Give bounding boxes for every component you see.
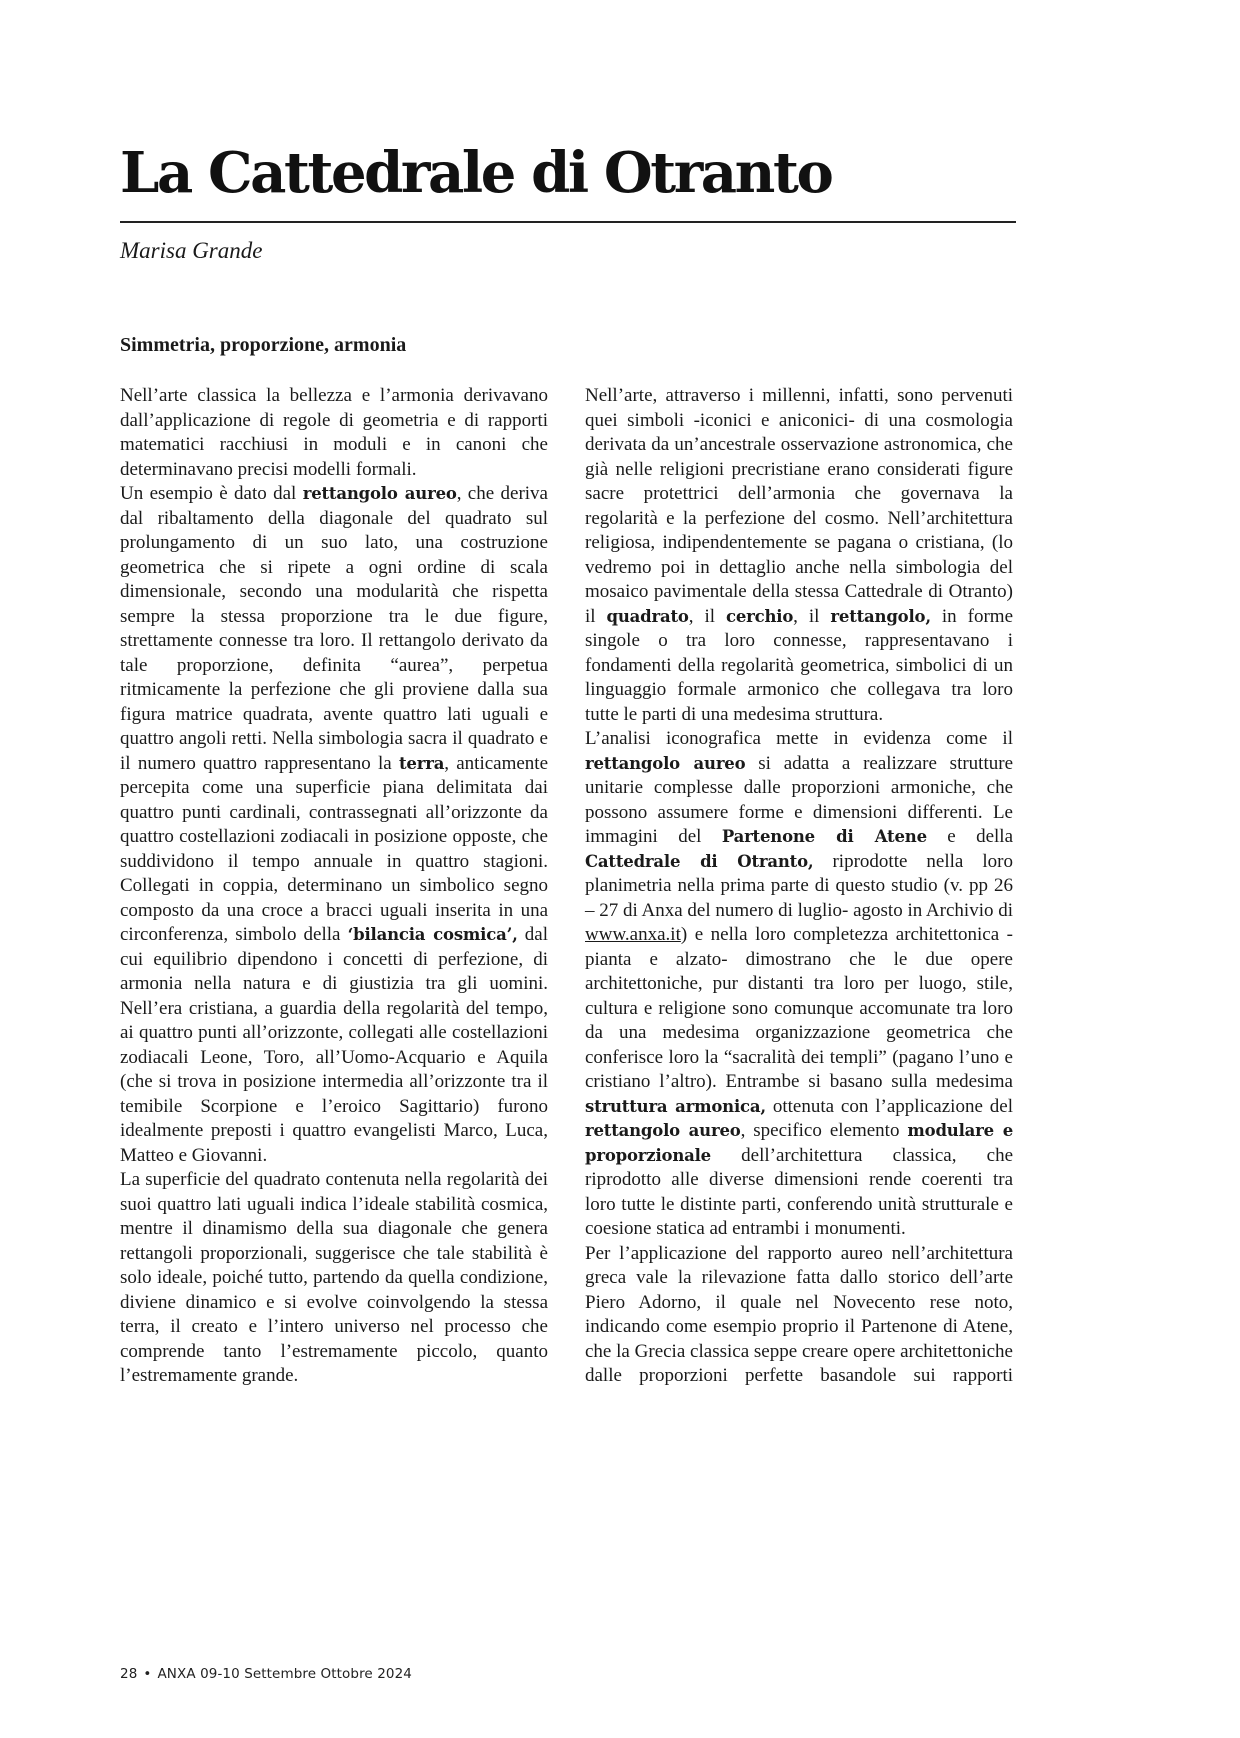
- paragraph: Un esempio è dato dal rettangolo aureo, che deriva dal ribaltamento della diagonale del quadrato sul prolungamento di un suo lato, una costruzione geometrica che si ripete a ogni ordine di scala dimensionale, secondo una modularità che rispetta sempre la stessa proporzione tra le due figure, strettamente connesse tra loro. Il rettangolo derivato da tale proporzione, definita “aurea”, perpetua ritmicamente la perfezione che gli proviene dalla sua figura matrice quadrata, avente quattro lati uguali e quattro angoli retti. Nella simbologia sacra il quadrato e il numero quattro rappresentano la terra, anticamente percepita come una superficie piana delimitata dai quattro punti cardinali, contrassegnati all’orizzonte da quattro costellazioni zodiacali in posizione opposte, che suddividono il tempo annuale in quattro stagioni. Collegati in coppia, determinano un simbolico segno composto da una croce a bracci uguali inserita in una circonferenza, simbolo della ‘bilancia cosmica’, dal cui equilibrio dipendono i concetti di perfezione, di armonia nella natura e di giustizia tra gli uomini. Nell’era cristiana, a guardia della regolarità del tempo, ai quattro punti all’orizzonte, collegati alle costellazioni zodiacali Leone, Toro, all’Uomo-Acquario e Aquila (che si trova in posizione intermedia all’orizzonte tra il temibile Scorpione e l’eroico Sagittario) furono idealmente preposti i quattro evangelisti Marco, Luca, Matteo e Giovanni.: [120, 483, 549, 1166]
- page-number: 28: [120, 1666, 138, 1682]
- bold-term: Cattedrale di Otranto,: [585, 851, 814, 871]
- paragraph: La superficie del quadrato contenuta nella regolarità dei suoi quattro lati uguali indica l’ideale stabilità cosmica, mentre il dinamismo della sua diagonale che genera rettangoli proporzionali, suggerisce che tale stabilità è solo ideale, poiché tutto, partendo da quella condizione, diviene dinamico e si evolve coinvolgendo la stessa terra, il creato e l’intero universo nel processo che comprende tanto l’estremamente piccolo, quanto l’estremamente grande.: [120, 1169, 548, 1386]
- left-column: [120, 384, 548, 1389]
- bold-term: rettangolo,: [830, 606, 931, 626]
- bold-term: quadrato: [606, 606, 689, 626]
- bold-term: struttura armonica,: [585, 1096, 766, 1116]
- paragraph: Nell’arte, attraverso i millenni, infatti, sono pervenuti quei simboli -iconici e aniconici- di una cosmologia derivata da un’ancestrale osservazione astronomica, che già nelle religioni precristiane erano considerati figure sacre protettrici dell’armonia che governava la regolarità e la perfezione del cosmo. Nell’architettura religiosa, indipendentemente se pagana o cristiana, (lo vedremo poi in dettaglio anche nella simbologia del mosaico pavimentale della stessa Cattedrale di Otranto) il quadrato, il cerchio, il rettangolo, in forme singole o tra loro connesse, rappresentavano i fondamenti della regolarità geometrica, simbolici di un linguaggio formale armonico che collegava tra loro tutte le parti di una medesima struttura.: [585, 385, 1014, 725]
- bold-term: ‘bilancia cosmica’,: [347, 925, 518, 944]
- paragraph: Nell’arte classica la bellezza e l’armonia derivavano dall’applicazione di regole di geometria e di rapporti matematici racchiusi in moduli e in canoni che determinavano precisi modelli formali.: [120, 385, 548, 480]
- bold-term: rettangolo aureo: [585, 1121, 741, 1140]
- article-title: La Cattedrale di Otranto: [120, 140, 832, 206]
- publication-info: ANXA 09-10 Settembre Ottobre 2024: [157, 1666, 412, 1682]
- bold-term: rettangolo aureo: [302, 484, 457, 503]
- bold-term: Partenone di Atene: [721, 827, 927, 846]
- bullet-separator: •: [143, 1666, 152, 1682]
- section-heading: Simmetria, proporzione, armonia: [120, 334, 407, 356]
- page-footer: [120, 1666, 412, 1682]
- paragraph: Per l’applicazione del rapporto aureo nell’architettura greca vale la rilevazione fatta dallo storico dell’arte Piero Adorno, il quale nel Novecento rese noto, indicando come esempio proprio il Partenone di Atene, che la Grecia classica seppe creare opere architettoniche dalle proporzioni perfette basandole sui rapporti: [585, 1242, 1013, 1386]
- title-divider: [120, 221, 1016, 223]
- website-link[interactable]: www.anxa.it: [585, 924, 681, 945]
- bold-term: modulare e proporzionale: [585, 1121, 1013, 1165]
- right-column: [585, 384, 1013, 1389]
- author-name: Marisa Grande: [120, 238, 263, 263]
- bold-term: terra: [399, 753, 445, 773]
- bold-term: cerchio: [726, 606, 794, 626]
- bold-term: rettangolo aureo: [585, 753, 746, 773]
- paragraph: L’analisi iconografica mette in evidenza come il rettangolo aureo si adatta a realizzare strutture unitarie complesse dalle proporzioni armoniche, che possono assumere forme e dimensioni differenti. Le immagini del Partenone di Atene e della Cattedrale di Otranto, riprodotte nella loro planimetria nella prima parte di questo studio (v. pp 26 – 27 di Anxa del numero di luglio- agosto in Archivio di www.anxa.it) e nella loro completezza architettonica -pianta e alzato- dimostrano che le due opere architettoniche, pur distanti tra loro per luogo, stile, cultura e religione sono comunque accomunate tra loro da una medesima organizzazione geometrica che conferisce loro la “sacralità dei templi” (pagano l’uno e cristiano l’altro). Entrambe si basano sulla medesima struttura armonica, ottenuta con l’applicazione del rettangolo aureo, specifico elemento modulare e proporzionale dell’architettura classica, che riprodotto alle diverse dimensioni rende coerenti tra loro tutte le distinte parti, conferendo unità strutturale e coesione statica ad entrambi i monumenti.: [585, 728, 1013, 1239]
